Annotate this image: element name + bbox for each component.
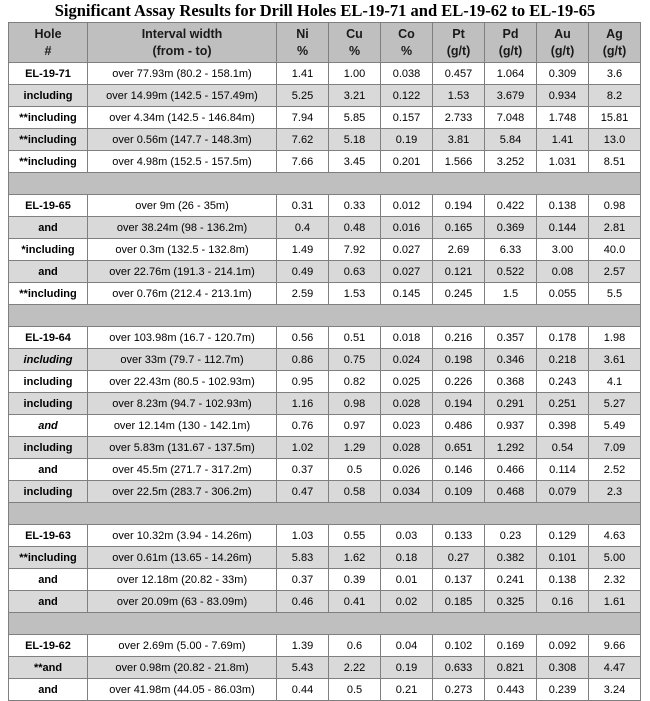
column-header-line1: Ni <box>296 26 309 41</box>
column-header-interval <box>88 23 277 63</box>
cell-ni: 0.31 <box>277 195 329 217</box>
cell-ni: 0.95 <box>277 371 329 393</box>
cell-ag: 9.66 <box>589 635 641 657</box>
cell-au: 1.031 <box>537 151 589 173</box>
column-header-line2: % <box>348 43 361 58</box>
cell-pt: 0.146 <box>433 459 485 481</box>
cell-pd: 1.5 <box>485 283 537 305</box>
cell-cu: 5.18 <box>329 129 381 151</box>
cell-pd: 0.169 <box>485 635 537 657</box>
cell-pt: 1.566 <box>433 151 485 173</box>
cell-pd: 3.679 <box>485 85 537 107</box>
column-header-pd <box>485 23 537 63</box>
cell-au: 0.08 <box>537 261 589 283</box>
cell-interval: over 4.34m (142.5 - 146.84m) <box>88 107 277 129</box>
table-row <box>9 217 641 239</box>
header-row <box>9 23 641 63</box>
cell-hole: **including <box>9 107 88 129</box>
cell-interval: over 38.24m (98 - 136.2m) <box>88 217 277 239</box>
cell-ni: 7.66 <box>277 151 329 173</box>
column-header-line1: Au <box>554 26 571 41</box>
cell-hole: **including <box>9 151 88 173</box>
column-header-line1: Interval width <box>141 26 223 41</box>
cell-hole: EL-19-62 <box>9 635 88 657</box>
cell-interval: over 0.56m (147.7 - 148.3m) <box>88 129 277 151</box>
cell-ni: 1.03 <box>277 525 329 547</box>
cell-ni: 0.49 <box>277 261 329 283</box>
cell-interval: over 77.93m (80.2 - 158.1m) <box>88 63 277 85</box>
cell-pd: 0.382 <box>485 547 537 569</box>
cell-co: 0.02 <box>381 591 433 613</box>
cell-co: 0.016 <box>381 217 433 239</box>
cell-cu: 0.33 <box>329 195 381 217</box>
cell-pd: 0.346 <box>485 349 537 371</box>
cell-cu: 1.00 <box>329 63 381 85</box>
cell-ni: 1.16 <box>277 393 329 415</box>
column-header-line2: # <box>44 43 52 58</box>
cell-pd: 0.466 <box>485 459 537 481</box>
cell-cu: 0.41 <box>329 591 381 613</box>
cell-cu: 1.53 <box>329 283 381 305</box>
cell-hole: and <box>9 459 88 481</box>
cell-ni: 0.56 <box>277 327 329 349</box>
cell-pd: 0.23 <box>485 525 537 547</box>
cell-cu: 0.55 <box>329 525 381 547</box>
cell-hole: and <box>9 415 88 437</box>
cell-co: 0.028 <box>381 437 433 459</box>
cell-pt: 0.194 <box>433 195 485 217</box>
cell-interval: over 14.99m (142.5 - 157.49m) <box>88 85 277 107</box>
cell-cu: 3.21 <box>329 85 381 107</box>
cell-ni: 7.62 <box>277 129 329 151</box>
cell-pd: 0.241 <box>485 569 537 591</box>
cell-au: 0.243 <box>537 371 589 393</box>
column-header-line2: (g/t) <box>446 43 471 58</box>
cell-pd: 1.064 <box>485 63 537 85</box>
table-row <box>9 63 641 85</box>
cell-ag: 4.63 <box>589 525 641 547</box>
column-header-cu <box>329 23 381 63</box>
cell-ni: 5.25 <box>277 85 329 107</box>
table-row <box>9 393 641 415</box>
cell-cu: 3.45 <box>329 151 381 173</box>
cell-ag: 3.24 <box>589 679 641 701</box>
cell-cu: 0.51 <box>329 327 381 349</box>
column-header-line1: Pt <box>452 26 465 41</box>
cell-co: 0.038 <box>381 63 433 85</box>
cell-hole: including <box>9 85 88 107</box>
cell-cu: 0.48 <box>329 217 381 239</box>
cell-interval: over 22.43m (80.5 - 102.93m) <box>88 371 277 393</box>
cell-hole: *including <box>9 239 88 261</box>
cell-interval: over 2.69m (5.00 - 7.69m) <box>88 635 277 657</box>
cell-interval: over 0.76m (212.4 - 213.1m) <box>88 283 277 305</box>
cell-co: 0.18 <box>381 547 433 569</box>
cell-pt: 0.137 <box>433 569 485 591</box>
cell-pd: 3.252 <box>485 151 537 173</box>
column-header-line1: Ag <box>606 26 623 41</box>
table-row <box>9 657 641 679</box>
cell-interval: over 12.14m (130 - 142.1m) <box>88 415 277 437</box>
cell-pd: 6.33 <box>485 239 537 261</box>
cell-ag: 0.98 <box>589 195 641 217</box>
cell-pt: 0.185 <box>433 591 485 613</box>
cell-hole: including <box>9 481 88 503</box>
cell-co: 0.012 <box>381 195 433 217</box>
cell-co: 0.023 <box>381 415 433 437</box>
table-row <box>9 481 641 503</box>
cell-au: 1.748 <box>537 107 589 129</box>
column-header-ag <box>589 23 641 63</box>
table-row <box>9 679 641 701</box>
cell-pt: 3.81 <box>433 129 485 151</box>
column-header-pt <box>433 23 485 63</box>
table-row <box>9 85 641 107</box>
table-row <box>9 151 641 173</box>
cell-co: 0.19 <box>381 129 433 151</box>
cell-interval: over 9m (26 - 35m) <box>88 195 277 217</box>
cell-pt: 0.273 <box>433 679 485 701</box>
column-header-line2: % <box>400 43 413 58</box>
cell-co: 0.024 <box>381 349 433 371</box>
cell-ag: 15.81 <box>589 107 641 129</box>
column-header-line1: Cu <box>346 26 363 41</box>
table-row <box>9 129 641 151</box>
cell-ag: 5.5 <box>589 283 641 305</box>
column-header-line2: % <box>296 43 309 58</box>
cell-au: 3.00 <box>537 239 589 261</box>
cell-pd: 7.048 <box>485 107 537 129</box>
cell-pd: 0.357 <box>485 327 537 349</box>
table-row <box>9 195 641 217</box>
cell-hole: **and <box>9 657 88 679</box>
cell-au: 0.114 <box>537 459 589 481</box>
cell-ag: 3.61 <box>589 349 641 371</box>
cell-pd: 5.84 <box>485 129 537 151</box>
cell-interval: over 41.98m (44.05 - 86.03m) <box>88 679 277 701</box>
cell-co: 0.027 <box>381 261 433 283</box>
cell-co: 0.026 <box>381 459 433 481</box>
cell-pt: 0.245 <box>433 283 485 305</box>
cell-ag: 7.09 <box>589 437 641 459</box>
cell-pt: 1.53 <box>433 85 485 107</box>
cell-ni: 0.47 <box>277 481 329 503</box>
cell-hole: including <box>9 437 88 459</box>
cell-pt: 0.102 <box>433 635 485 657</box>
cell-interval: over 10.32m (3.94 - 14.26m) <box>88 525 277 547</box>
cell-ag: 8.2 <box>589 85 641 107</box>
cell-interval: over 22.5m (283.7 - 306.2m) <box>88 481 277 503</box>
cell-pt: 2.733 <box>433 107 485 129</box>
table-row <box>9 283 641 305</box>
cell-ni: 0.37 <box>277 569 329 591</box>
cell-co: 0.018 <box>381 327 433 349</box>
column-header-ni <box>277 23 329 63</box>
cell-ag: 8.51 <box>589 151 641 173</box>
cell-au: 0.218 <box>537 349 589 371</box>
cell-pt: 0.133 <box>433 525 485 547</box>
cell-hole: EL-19-71 <box>9 63 88 85</box>
cell-cu: 0.5 <box>329 679 381 701</box>
cell-co: 0.21 <box>381 679 433 701</box>
cell-au: 0.092 <box>537 635 589 657</box>
cell-ni: 1.39 <box>277 635 329 657</box>
cell-ag: 5.49 <box>589 415 641 437</box>
cell-ni: 1.02 <box>277 437 329 459</box>
cell-co: 0.03 <box>381 525 433 547</box>
cell-hole: including <box>9 371 88 393</box>
cell-pt: 0.486 <box>433 415 485 437</box>
table-row <box>9 635 641 657</box>
cell-pt: 0.216 <box>433 327 485 349</box>
cell-au: 1.41 <box>537 129 589 151</box>
cell-au: 0.144 <box>537 217 589 239</box>
cell-cu: 2.22 <box>329 657 381 679</box>
cell-ag: 2.32 <box>589 569 641 591</box>
cell-co: 0.201 <box>381 151 433 173</box>
cell-ag: 2.81 <box>589 217 641 239</box>
cell-ag: 2.57 <box>589 261 641 283</box>
cell-au: 0.398 <box>537 415 589 437</box>
cell-cu: 7.92 <box>329 239 381 261</box>
table-row <box>9 349 641 371</box>
cell-pt: 0.651 <box>433 437 485 459</box>
cell-ag: 2.3 <box>589 481 641 503</box>
cell-ni: 0.44 <box>277 679 329 701</box>
cell-cu: 0.6 <box>329 635 381 657</box>
cell-au: 0.16 <box>537 591 589 613</box>
cell-ni: 0.86 <box>277 349 329 371</box>
cell-hole: and <box>9 679 88 701</box>
cell-au: 0.129 <box>537 525 589 547</box>
assay-results-table <box>8 22 641 701</box>
cell-hole: including <box>9 349 88 371</box>
cell-cu: 0.5 <box>329 459 381 481</box>
cell-pd: 0.522 <box>485 261 537 283</box>
cell-pd: 0.468 <box>485 481 537 503</box>
cell-hole: and <box>9 569 88 591</box>
cell-ag: 4.1 <box>589 371 641 393</box>
cell-cu: 1.29 <box>329 437 381 459</box>
cell-cu: 0.63 <box>329 261 381 283</box>
group-separator-row <box>9 503 641 525</box>
cell-au: 0.251 <box>537 393 589 415</box>
group-separator-row <box>9 173 641 195</box>
table-row <box>9 547 641 569</box>
group-separator <box>9 305 641 327</box>
table-row <box>9 239 641 261</box>
cell-ag: 1.98 <box>589 327 641 349</box>
cell-ag: 2.52 <box>589 459 641 481</box>
cell-hole: **including <box>9 129 88 151</box>
cell-ag: 4.47 <box>589 657 641 679</box>
cell-pt: 0.198 <box>433 349 485 371</box>
cell-cu: 0.58 <box>329 481 381 503</box>
column-header-line2: (from - to) <box>152 43 212 58</box>
cell-cu: 1.62 <box>329 547 381 569</box>
cell-pd: 0.369 <box>485 217 537 239</box>
cell-pd: 0.937 <box>485 415 537 437</box>
cell-ni: 2.59 <box>277 283 329 305</box>
cell-pd: 0.821 <box>485 657 537 679</box>
cell-pt: 0.121 <box>433 261 485 283</box>
cell-interval: over 0.3m (132.5 - 132.8m) <box>88 239 277 261</box>
column-header-line2: (g/t) <box>498 43 523 58</box>
column-header-line2: (g/t) <box>602 43 627 58</box>
table-row <box>9 525 641 547</box>
cell-au: 0.138 <box>537 195 589 217</box>
cell-interval: over 12.18m (20.82 - 33m) <box>88 569 277 591</box>
cell-co: 0.027 <box>381 239 433 261</box>
cell-pd: 0.291 <box>485 393 537 415</box>
table-row <box>9 591 641 613</box>
cell-pt: 0.226 <box>433 371 485 393</box>
cell-hole: EL-19-64 <box>9 327 88 349</box>
cell-au: 0.54 <box>537 437 589 459</box>
cell-hole: and <box>9 217 88 239</box>
cell-hole: EL-19-63 <box>9 525 88 547</box>
cell-interval: over 20.09m (63 - 83.09m) <box>88 591 277 613</box>
cell-co: 0.04 <box>381 635 433 657</box>
table-row <box>9 569 641 591</box>
cell-pt: 2.69 <box>433 239 485 261</box>
cell-interval: over 0.98m (20.82 - 21.8m) <box>88 657 277 679</box>
cell-hole: EL-19-65 <box>9 195 88 217</box>
cell-ni: 0.76 <box>277 415 329 437</box>
cell-ni: 0.4 <box>277 217 329 239</box>
table-row <box>9 415 641 437</box>
cell-pd: 1.292 <box>485 437 537 459</box>
cell-interval: over 0.61m (13.65 - 14.26m) <box>88 547 277 569</box>
cell-hole: including <box>9 393 88 415</box>
cell-co: 0.025 <box>381 371 433 393</box>
table-row <box>9 261 641 283</box>
cell-pt: 0.633 <box>433 657 485 679</box>
cell-ag: 5.00 <box>589 547 641 569</box>
cell-pd: 0.443 <box>485 679 537 701</box>
cell-ni: 5.43 <box>277 657 329 679</box>
cell-ag: 3.6 <box>589 63 641 85</box>
cell-ni: 0.46 <box>277 591 329 613</box>
cell-ni: 0.37 <box>277 459 329 481</box>
cell-interval: over 5.83m (131.67 - 137.5m) <box>88 437 277 459</box>
column-header-line2: (g/t) <box>550 43 575 58</box>
cell-hole: **including <box>9 547 88 569</box>
cell-interval: over 33m (79.7 - 112.7m) <box>88 349 277 371</box>
column-header-au <box>537 23 589 63</box>
cell-au: 0.138 <box>537 569 589 591</box>
cell-pt: 0.457 <box>433 63 485 85</box>
cell-au: 0.101 <box>537 547 589 569</box>
cell-pd: 0.368 <box>485 371 537 393</box>
group-separator-row <box>9 613 641 635</box>
cell-pd: 0.325 <box>485 591 537 613</box>
cell-pt: 0.165 <box>433 217 485 239</box>
cell-pt: 0.194 <box>433 393 485 415</box>
cell-cu: 0.75 <box>329 349 381 371</box>
cell-ni: 1.49 <box>277 239 329 261</box>
cell-au: 0.055 <box>537 283 589 305</box>
cell-co: 0.157 <box>381 107 433 129</box>
group-separator-row <box>9 305 641 327</box>
cell-interval: over 4.98m (152.5 - 157.5m) <box>88 151 277 173</box>
cell-co: 0.034 <box>381 481 433 503</box>
table-row <box>9 459 641 481</box>
column-header-line1: Hole <box>34 26 62 41</box>
cell-cu: 5.85 <box>329 107 381 129</box>
cell-ag: 40.0 <box>589 239 641 261</box>
cell-au: 0.079 <box>537 481 589 503</box>
table-row <box>9 371 641 393</box>
cell-hole: and <box>9 261 88 283</box>
cell-co: 0.145 <box>381 283 433 305</box>
cell-interval: over 45.5m (271.7 - 317.2m) <box>88 459 277 481</box>
table-title: Significant Assay Results for Drill Holes EL-19-71 and EL-19-62 to EL-19-65 <box>54 1 596 20</box>
cell-au: 0.178 <box>537 327 589 349</box>
cell-au: 0.308 <box>537 657 589 679</box>
group-separator <box>9 173 641 195</box>
cell-hole: and <box>9 591 88 613</box>
column-header-hole <box>9 23 88 63</box>
cell-ag: 13.0 <box>589 129 641 151</box>
cell-cu: 0.97 <box>329 415 381 437</box>
table-body <box>9 63 641 701</box>
cell-pt: 0.109 <box>433 481 485 503</box>
cell-ag: 1.61 <box>589 591 641 613</box>
cell-au: 0.309 <box>537 63 589 85</box>
group-separator <box>9 503 641 525</box>
cell-interval: over 103.98m (16.7 - 120.7m) <box>88 327 277 349</box>
column-header-co <box>381 23 433 63</box>
column-header-line1: Pd <box>502 26 519 41</box>
column-header-line1: Co <box>398 26 415 41</box>
cell-pd: 0.422 <box>485 195 537 217</box>
table-row <box>9 437 641 459</box>
cell-ni: 7.94 <box>277 107 329 129</box>
cell-cu: 0.39 <box>329 569 381 591</box>
table-row <box>9 107 641 129</box>
cell-ni: 1.41 <box>277 63 329 85</box>
cell-cu: 0.82 <box>329 371 381 393</box>
cell-pt: 0.27 <box>433 547 485 569</box>
cell-ni: 5.83 <box>277 547 329 569</box>
cell-co: 0.122 <box>381 85 433 107</box>
cell-ag: 5.27 <box>589 393 641 415</box>
cell-co: 0.01 <box>381 569 433 591</box>
cell-hole: **including <box>9 283 88 305</box>
cell-cu: 0.98 <box>329 393 381 415</box>
cell-au: 0.239 <box>537 679 589 701</box>
cell-co: 0.028 <box>381 393 433 415</box>
cell-co: 0.19 <box>381 657 433 679</box>
cell-interval: over 8.23m (94.7 - 102.93m) <box>88 393 277 415</box>
cell-au: 0.934 <box>537 85 589 107</box>
cell-interval: over 22.76m (191.3 - 214.1m) <box>88 261 277 283</box>
table-row <box>9 327 641 349</box>
group-separator <box>9 613 641 635</box>
